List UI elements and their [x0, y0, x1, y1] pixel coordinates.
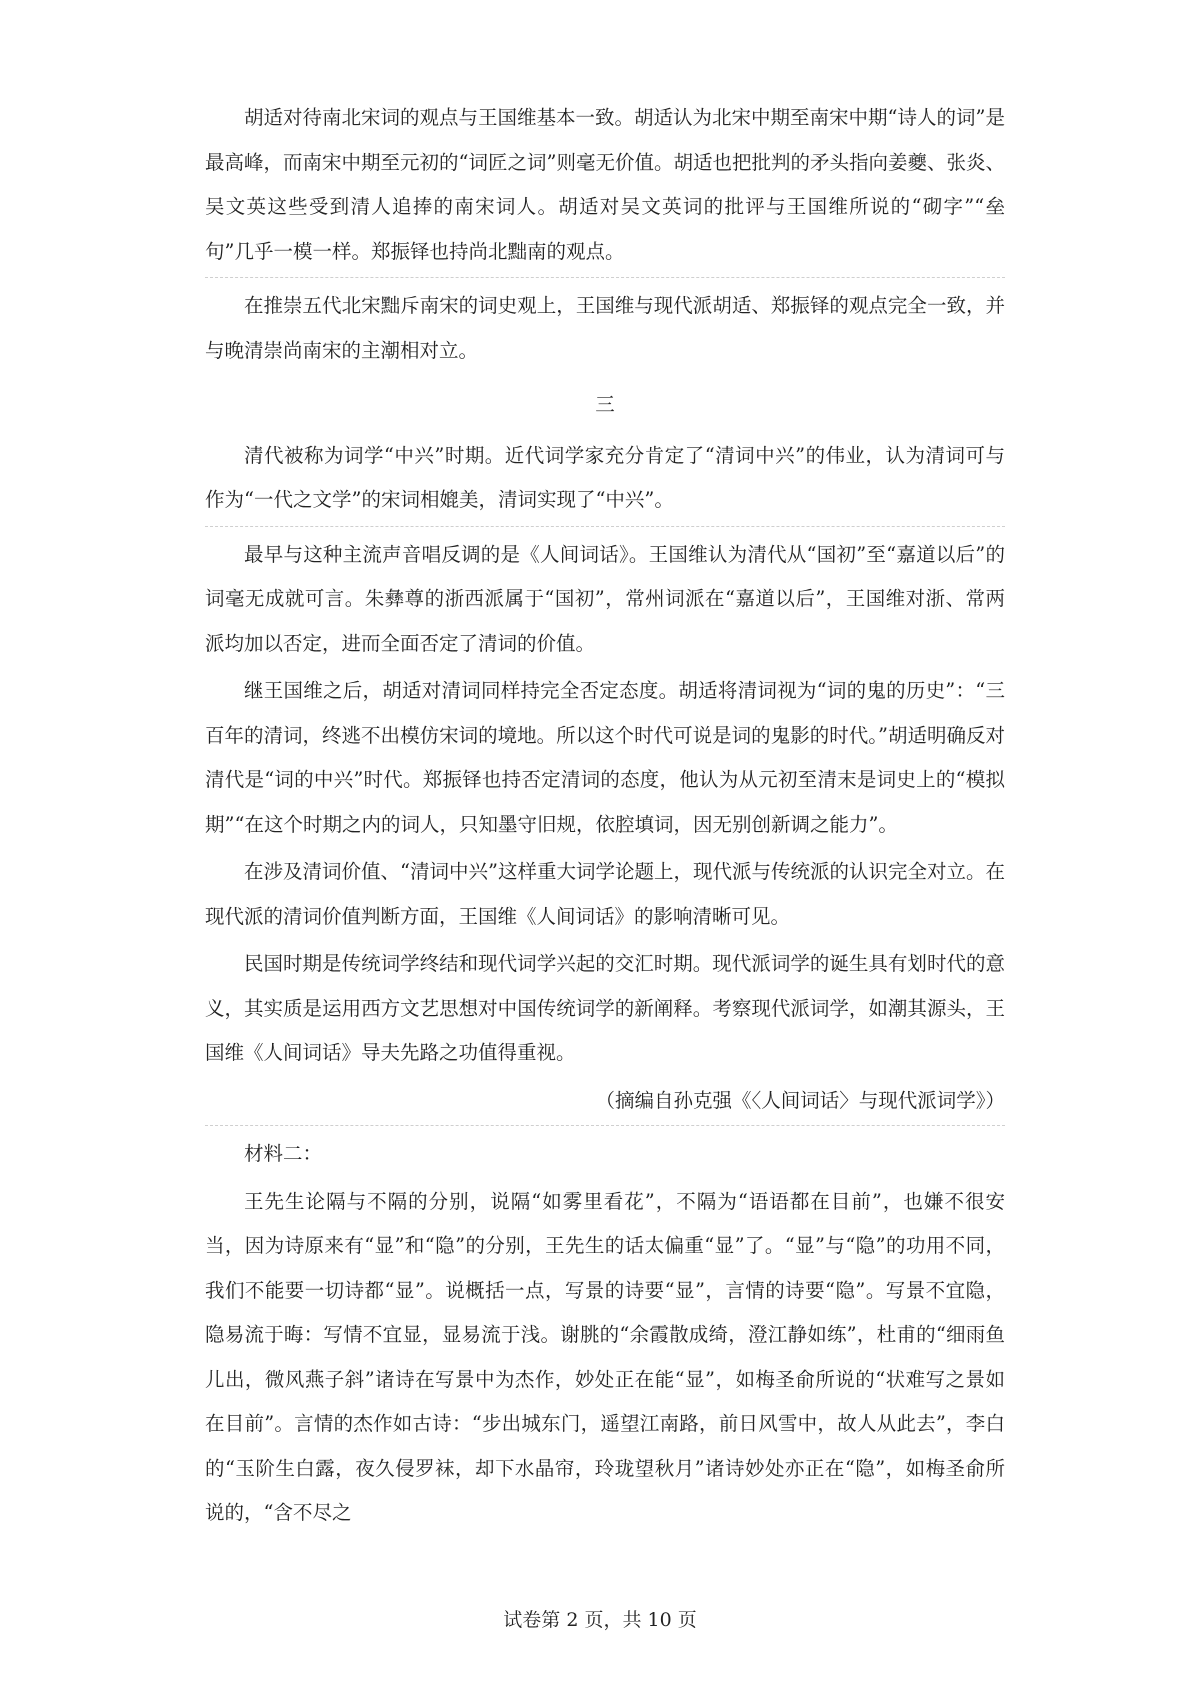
document-body — [205, 96, 1005, 1539]
paragraph-modern-vs-traditional: 在涉及清词价值、“清词中兴”这样重大词学论题上，现代派与传统派的认识完全对立。在现代派的清词价值判断方面，王国维《人间词话》的影响清晰可见。 — [205, 860, 1005, 928]
section-heading-three: 三 — [595, 393, 615, 416]
material-two-label: 材料二： — [244, 1142, 323, 1165]
page-footer: 试卷第 2 页，共 10 页 — [503, 1609, 697, 1631]
dashed-divider — [205, 277, 1005, 278]
dashed-divider — [205, 1125, 1005, 1126]
paragraph-hu-shi-song-ci: 胡适对待南北宋词的观点与王国维基本一致。胡适认为北宋中期至南宋中期“诗人的词”是最高峰，而南宋中期至元初的“词匠之词”则毫无价值。胡适也把批判的矛头指向姜夔、张炎、吴文英这些受到清人追捧的南宋词人。胡适对吴文英词的批评与王国维所说的“砌字”“垒句”几乎一模一样。郑振铎也持尚北黜南的观点。 — [205, 106, 1005, 263]
source-citation: （摘编自孙克强《〈人间词话〉与现代派词学》） — [595, 1088, 1005, 1112]
dashed-divider — [205, 526, 1005, 527]
paragraph-qing-zhongxing: 清代被称为词学“中兴”时期。近代词学家充分肯定了“清词中兴”的伟业，认为清词可与作为“一代之文学”的宋词相媲美，清词实现了“中兴”。 — [205, 443, 1005, 511]
paragraph-conclusion-two: 在推崇五代北宋黜斥南宋的词史观上，王国维与现代派胡适、郑振铎的观点完全一致，并与晚清崇尚南宋的主潮相对立。 — [205, 294, 1005, 362]
paragraph-hu-shi-qing-ci: 继王国维之后，胡适对清词同样持完全否定态度。胡适将清词视为“词的鬼的历史”：“三百年的清词，终逃不出模仿宋词的境地。所以这个时代可说是词的鬼影的时代。”胡适明确反对清代是“词的中兴”时代。郑振铎也持否定清词的态度，他认为从元初至清末是词史上的“模拟期”“在这个时期之内的词人，只知墨守旧规，依腔填词，因无别创新调之能力”。 — [205, 679, 1005, 836]
paragraph-renjian-cihua-oppose: 最早与这种主流声音唱反调的是《人间词话》。王国维认为清代从“国初”至“嘉道以后”的词毫无成就可言。朱彝尊的浙西派属于“国初”，常州词派在“嘉道以后”，王国维对浙、常两派均加以否定，进而全面否定了清词的价值。 — [205, 542, 1005, 655]
paragraph-minguo-period: 民国时期是传统词学终结和现代词学兴起的交汇时期。现代派词学的诞生具有划时代的意义，其实质是运用西方文艺思想对中国传统词学的新阐释。考察现代派词学，如潮其源头，王国维《人间词话》导夫先路之功值得重视。 — [205, 952, 1005, 1064]
paragraph-ge-buge: 王先生论隔与不隔的分别，说隔“如雾里看花”，不隔为“语语都在目前”，也嫌不很安当，因为诗原来有“显”和“隐”的分别，王先生的话太偏重“显”了。“显”与“隐”的功用不同，我们不能要一切诗都“显”。说概括一点，写景的诗要“显”，言情的诗要“隐”。写景不宜隐，隐易流于晦：写情不宜显，显易流于浅。谢朓的“余霞散成绮，澄江静如练”，杜甫的“细雨鱼儿出，微风燕子斜”诸诗在写景中为杰作，妙处正在能“显”，如梅圣俞所说的“状难写之景如在目前”。言情的杰作如古诗：“步出城东门，遥望江南路，前日风雪中，故人从此去”，李白的“玉阶生白露，夜久侵罗袜，却下水晶帘，玲珑望秋月”诸诗妙处亦正在“隐”，如梅圣俞所说的，“含不尽之 — [205, 1189, 1005, 1524]
